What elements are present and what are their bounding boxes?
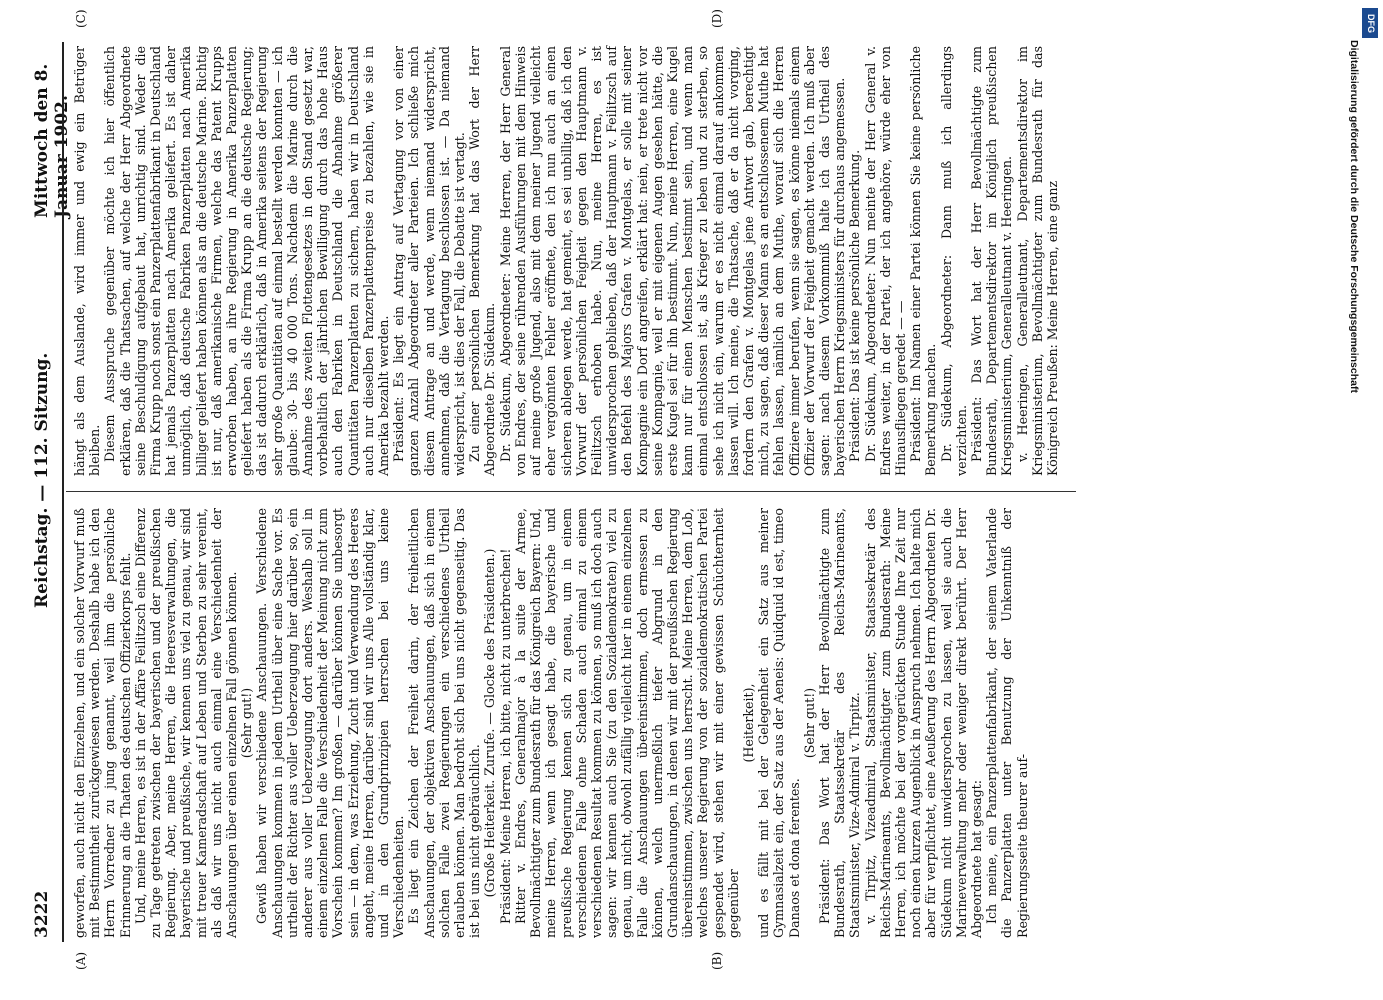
paragraph: Präsident: Meine Herren, ich bitte, nicht zu unterbrechen! (497, 548, 513, 924)
paragraph: Präsident: Im Namen einer Partei können Sie keine persönliche Bemerkung machen. (908, 46, 939, 476)
interjection: (Sehr gut!) (239, 687, 255, 759)
paragraph: Präsident: Es liegt ein Antrag auf Vertagung vor von einer ganzen Anzahl Abgeordneter aller Parteien. Ich schließe mich diesem Antrage an und werde, wenn niemand widerspricht, annehmen, daß die Vertagung beschlossen ist. — Da niemand widerspricht, ist dies der Fall, die Debatte ist vertagt. (391, 46, 468, 476)
paragraph: Diesem Ausspruche gegenüber möchte ich hier öffentlich erklären, daß die Thatsachen, auf welche der Herr Abgeordnete seine Beschuldigung aufgebaut hat, unrichtig sind. Weder die Firma Krupp noch sonst ein Panzerplattenfabrikant in Deutschland hat jemals Panzerplatten nach Amerika geliefert. Es ist daher unmöglich, daß deutsche Fabriken Panzerplatten nach Amerika billiger geliefert haben können als an die deutsche Marine. Richtig ist nur, daß amerikanische Firmen, welche das Patent Krupps erworben haben, an ihre Regierung in Amerika Panzerplatten geliefert haben als die Firma Krupp an die deutsche Regierung; das ist dadurch erklärlich, daß in Amerika seitens der Regierung sehr große Quantitäten auf einmal bestellt werden konnten — ich glaube: 30- bis 40 000 Tons. Nachdem die Marine durch die Annahme des zweiten Flottengesetzes in den Stand gesetzt war, vorbehaltlich der jährlichen Bewilligung durch das hohe Haus auch den Fabriken in Deutschland die Abnahme größerer Quantitäten Panzerplatten zu sichern, haben wir in Deutschland auch nur dieselben Panzerplattenpreise zu bezahlen, wie sie in Amerika bezahlt werden. (102, 46, 392, 476)
interjection: (Große Heiterkeit. Zurufe. — Glocke des Präsidenten.) (482, 548, 498, 898)
paragraph: Und, meine Herren, es ist in der Affäre Feilitzsch eine Differenz zu Tage getreten zwischen der bayerischen und der preußischen Regierung. Aber, meine Herren, die Heeresverwaltungen, die bayerische und preußische, wir kennen uns viel zu genau, wir sind mit treuer Kameradschaft auf Leben und Sterben zu sehr vereint, als daß wir uns nicht auch einmal eine Verschiedenheit der Anschauungen über einen einzelnen Fall gönnen können. (132, 508, 240, 938)
page-number: 3222 (32, 890, 52, 938)
digitization-credit: Digitalisierung gefördert durch die Deutsche Forschungsgemeinschaft (1348, 40, 1360, 393)
header-rule (62, 42, 64, 942)
paragraph: hängt als dem Auslande, wird immer und ewig ein Betrüger bleiben. (72, 46, 103, 476)
paragraph: geworfen, auch nicht den Einzelnen, und ein solcher Vorwurf muß mit Bestimmtheit zurückgewiesen werden. Deshalb habe ich den Herrn Vorredner zu jung genannt, weil ihm die persönliche Erinnerung an die Thaten des deutschen Offizierkorps fehlt. (72, 508, 133, 938)
paragraph: Präsident: Das Wort hat der Herr Bevollmächtigte zum Bundesrath, Staatssekretär des Reichs-Marineamts, Staatsminister, Vize-Admiral v. Tirpitz. (816, 508, 863, 938)
paragraph: v. Tirpitz, Vizeadmiral, Staatsminister, Staatssekretär des Reichs-Marineamts, Bevollmächtigter zum Bundesrath: Meine Herren, ich möchte bei der vorgerückten Stunde Ihre Zeit nur noch einen kurzen Augenblick in Anspruch nehmen. Ich halte mich aber für verpflichtet, eine Aeußerung des Herrn Abgeordneten Dr. Südekum nicht unwidersprochen zu lassen, weil sie auch die Marineverwaltung mehr oder weniger direkt berührt. Der Herr Abgeordnete hat gesagt: (862, 508, 984, 938)
session-date: Mittwoch den 8. Januar 1902. (32, 63, 72, 218)
interjection: (Sehr gut!) (801, 687, 817, 759)
paragraph: Ich meine, ein Panzerplattenfabrikant, der seinem Vaterlande die Panzerplatten unter Benutzung der Unkenntniß der Regierungsseite theurer auf- (984, 508, 1030, 938)
interjection: (Heiterkeit), (740, 683, 756, 763)
paragraph: Präsident: Das ist keine persönliche Bemerkung. (847, 149, 863, 462)
margin-marker-b: (B) (710, 951, 724, 970)
paragraph: Dr. Südekum, Abgeordneter: Nun meinte der Herr General v. Endres weiter, in der Partei, der ich angehöre, würde eher von Hinausfliegen geredet — — (862, 46, 908, 476)
paragraph: Dr. Südekum, Abgeordneter: Dann muß ich allerdings verzichten. (938, 46, 969, 476)
dfg-logo: DFG (1362, 8, 1378, 38)
paragraph: Es liegt ein Zeichen der Freiheit darin, der freiheitlichen Anschauungen, der objektiven Anschauungen, daß sich in einem solchen Falle zwei Regierungen ein verschiedenes Urtheil erlauben können. Man bedroht sich bei uns nicht gegenseitig. Das ist bei uns nicht gebräuchlich. (406, 508, 483, 938)
margin-marker-d: (D) (710, 9, 724, 28)
paragraph: Gewiß haben wir verschiedene Anschauungen. Verschiedene Anschauungen kommen in jedem Urtheil über eine Sache vor. Es urtheilt der Richter aus voller Ueberzeugung hier darüber so, ein anderer aus voller Ueberzeugung dort anders. Weshalb soll in einem einzelnen Falle die Verschiedenheit der Meinung nicht zum Vorschein kommen? Im großen — darüber können Sie unbesorgt sein — in dem, was Erziehung, Zucht und Verwendung des Heeres angeht, meine Herren, darüber sind wir uns Alle vollständig klar, und in den Grundprinzipien herrschen bei uns keine Verschiedenheiten. (254, 508, 407, 938)
left-column (72, 508, 1030, 938)
paragraph: Zu einer persönlichen Bemerkung hat das Wort der Herr Abgeordnete Dr. Südekum. (467, 46, 498, 476)
paragraph: v. Heeringen, Generalleutnant, Departementsdirektor im Kriegsministerium, Bevollmächtigter zum Bundesrath für das Königreich Preußen: Meine Herren, eine ganz (1014, 46, 1060, 476)
paragraph: Dr. Südekum, Abgeordneter: Meine Herren, der Herr General von Endres, der seine rührenden Ausführungen mit dem Hinweis auf meine große Jugend, also mit dem meiner Jugend vielleicht eher vergönnten Fehler eröffnete, den ich nun auch an einen sicheren ablegen werde, hat gemeint, es sei unbillig, daß ich den Vorwurf der persönlichen Feigheit gegen den Hauptmann v. Feilitzsch erhoben habe. Nun, meine Herren, es ist unwidersprochen geblieben, daß der Hauptmann v. Feilitzsch auf den Befehl des Majors Grafen v. Montgelas, er solle mit seiner Kompagnie ein Dorf angreifen, erklärt hat: nein, er trete nicht vor seine Kompagnie, weil er mit eigenen Augen gesehen hätte, die erste Kugel sei für ihn bestimmt. Nun, meine Herren, eine Kugel kann nur für einen Menschen bestimmt sein, und wenn man einmal entschlossen ist, als Krieger zu leben und zu sterben, so sehe ich nicht ein, warum er es nicht einmal darauf ankommen lassen will. Ich meine, die Thatsache, daß er da nicht vorging, fordern den Grafen v. Montgelas jene Antwort gab, berechtigt mich, zu sagen, daß dieser Mann es an entschlossenem Muthe hat fehlen lassen, nämlich an dem Muthe, worauf sich die Herren Offiziere immer berufen, wenn sie sagen, es könne niemals einem Offizier der Vorwurf der Feigheit gemacht werden. Ich muß aber sagen: nach diesem Vorkommniß halte ich das Urtheil des bayerischen Herrn Kriegsministers für durchaus angemessen. (497, 46, 848, 476)
margin-marker-a: (A) (74, 951, 88, 970)
paragraph: und es fällt mit bei der Gelegenheit ein Satz aus meiner Gymnasialzeit ein, der Satz aus der Aeneis: Quidquid id est, timeo Danaos et dona ferentes. (756, 508, 802, 938)
running-head (32, 48, 72, 938)
right-column (72, 46, 1060, 476)
column-rule (66, 491, 1076, 492)
paragraph: Ritter v. Endres, Generalmajor à la suite der Armee, Bevollmächtigter zum Bundesrath für das Königreich Bayern: Und, meine Herren, wenn ich gesagt habe, die bayerische und preußische Regierung kennen sich zu genau, um in einem verschiedenen Falle ohne Schaden auch einmal zu einem verschiedenen Resultat kommen zu können, so muß ich doch auch sagen: wir kennen auch Sie (zu den Sozialdemokraten) viel zu genau, um nicht, obwohl zufällig vielleicht hier in einem einzelnen Falle die Anschauungen übereinstimmen, doch ermessen zu können, welch unermeßlich tiefer Abgrund in den Grundanschauungen, in denen wir mit der preußischen Regierung übereinstimmen, zwischen uns herrscht. Meine Herren, dem Lob, welches unserer Regierung von der sozialdemokratischen Partei gespendet wird, stehen wir mit einer gewissen Schüchternheit gegenüber (512, 508, 741, 938)
paragraph: Präsident: Das Wort hat der Herr Bevollmächtigte zum Bundesrath, Departementsdirektor im Königlich preußischen Kriegsministerium, Generalleutnant v. Heeringen. (968, 46, 1015, 476)
margin-marker-c: (C) (74, 9, 88, 28)
session-title: Reichstag. — 112. Sitzung. (32, 352, 52, 608)
